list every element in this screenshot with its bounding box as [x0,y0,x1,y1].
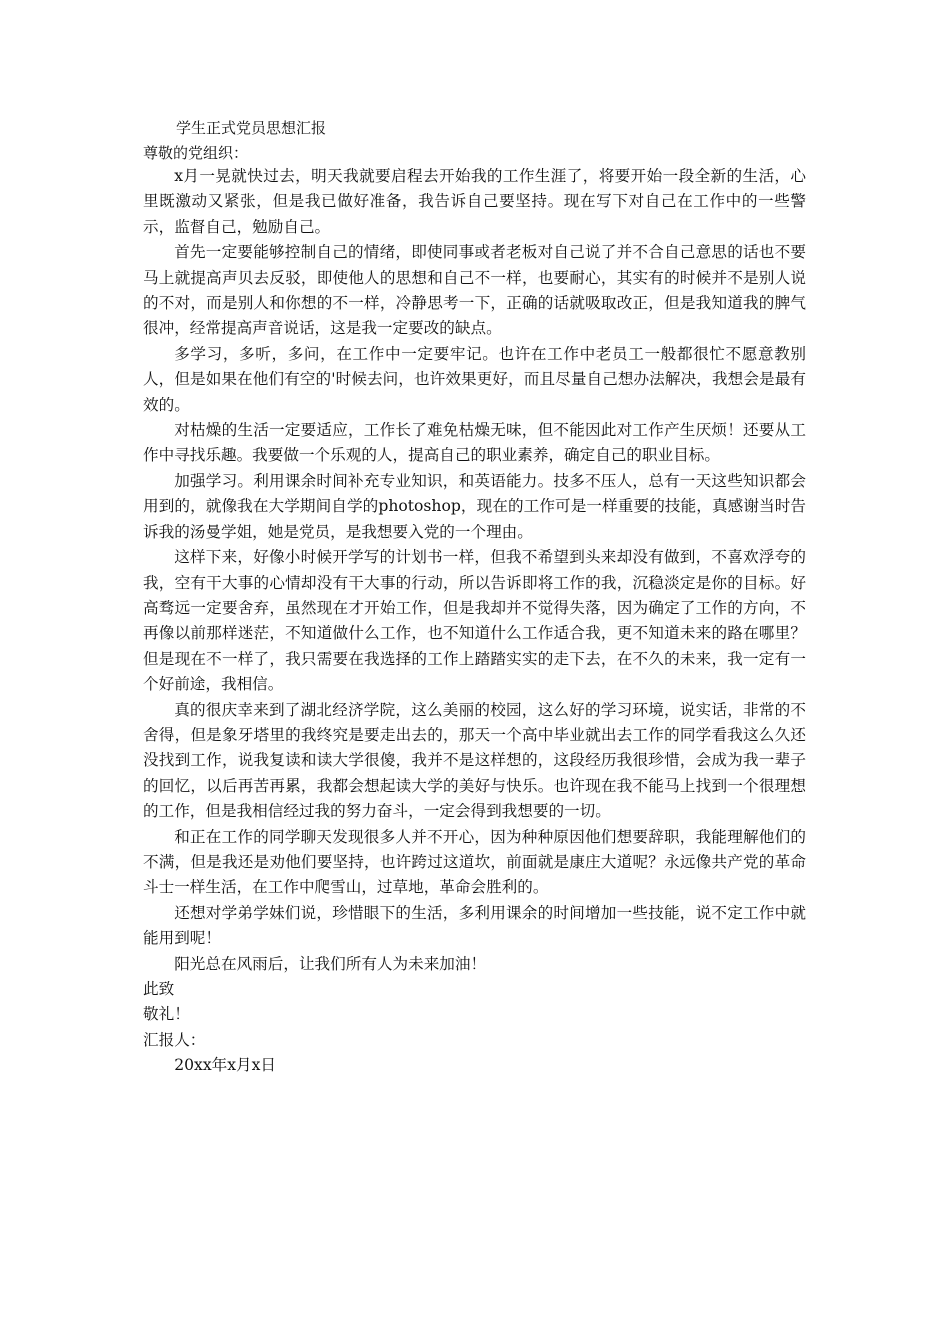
document-title: 学生正式党员思想汇报 [176,119,327,137]
paragraph-4: 对枯燥的生活一定要适应，工作长了难免枯燥无味，但不能因此对工作产生厌烦！还要从工作中寻找乐趣。我要做一个乐观的人，提高自己的职业素养，确定自己的职业目标。 [143,421,806,465]
report-date: 20xx年x月x日 [174,1056,276,1075]
reporter-label: 汇报人： [143,1030,206,1049]
paragraph-10: 阳光总在风雨后，让我们所有人为未来加油！ [174,954,487,973]
document-body [143,164,806,1079]
paragraph-7: 真的很庆幸来到了湖北经济学院，这么美丽的校园，这么好的学习环境，说实话，非常的不舍得，但是象牙塔里的我终究是要走出去的，那天一个高中毕业就出去工作的同学看我这么久还没找到工作，说我复读和读大学很傻，我并不是这样想的，这段经历我很珍惜，会成为我一辈子的回忆，以后再苦再累，我都会想起读大学的美好与快乐。也许现在我不能马上找到一个很理想的工作，但是我相信经过我的努力奋斗，一定会得到我想要的一切。 [143,700,806,821]
paragraph-9: 还想对学弟学妹们说，珍惜眼下的生活，多利用课余的时间增加一些技能，说不定工作中就能用到呢！ [143,903,806,948]
paragraph-3: 多学习，多听，多问，在工作中一定要牢记。也许在工作中老员工一般都很忙不愿意教别人，但是如果在他们有空的'时候去问，也许效果更好，而且尽量自己想办法解决，我想会是最有效的。 [143,344,806,414]
salutation: 尊敬的党组织： [143,144,249,162]
paragraph-2: 首先一定要能够控制自己的情绪，即使同事或者老板对自己说了并不合自己意思的话也不要马上就提高声贝去反驳，即使他人的思想和自己不一样，也要耐心，其实有的时候并不是别人说的不对，而是别人和你想的不一样，冷静思考一下，正确的话就吸取改正，但是我知道我的脾气很冲，经常提高声音说话，这是我一定要改的缺点。 [143,243,806,338]
paragraph-6: 这样下来，好像小时候开学写的计划书一样，但我不希望到头来却没有做到，不喜欢浮夸的我，空有干大事的心情却没有干大事的行动，所以告诉即将工作的我，沉稳淡定是你的目标。好高骛远一定要舍弃，虽然现在才开始工作，但是我却并不觉得失落，因为确定了工作的方向，不再像以前那样迷茫，不知道做什么工作，也不知道什么工作适合我，更不知道未来的路在哪里？但是现在不一样了，我只需要在我选择的工作上踏踏实实的走下去，在不久的未来，我一定有一个好前途，我相信。 [143,548,806,694]
closing-cizhi: 此致 [143,980,175,998]
paragraph-5: 加强学习。利用课余时间补充专业知识，和英语能力。技多不压人，总有一天这些知识都会用到的，就像我在大学期间自学的photoshop，现在的工作可是一样重要的技能，真感谢当时告诉我的汤曼学姐，她是党员，是我想要入党的一个理由。 [143,471,806,541]
closing-jingli: 敬礼！ [143,1005,190,1024]
paragraph-1: x月一晃就快过去，明天我就要启程去开始我的工作生涯了，将要开始一段全新的生活，心里既激动又紧张，但是我已做好准备，我告诉自己要坚持。现在写下对自己在工作中的一些警示，监督自己，勉励自己。 [143,167,806,236]
paragraph-8: 和正在工作的同学聊天发现很多人并不开心，因为种种原因他们想要辞职，我能理解他们的不满，但是我还是劝他们要坚持，也许跨过这道坎，前面就是康庄大道呢？永远像共产党的革命斗士一样生活，在工作中爬雪山，过草地，革命会胜利的。 [143,827,806,897]
